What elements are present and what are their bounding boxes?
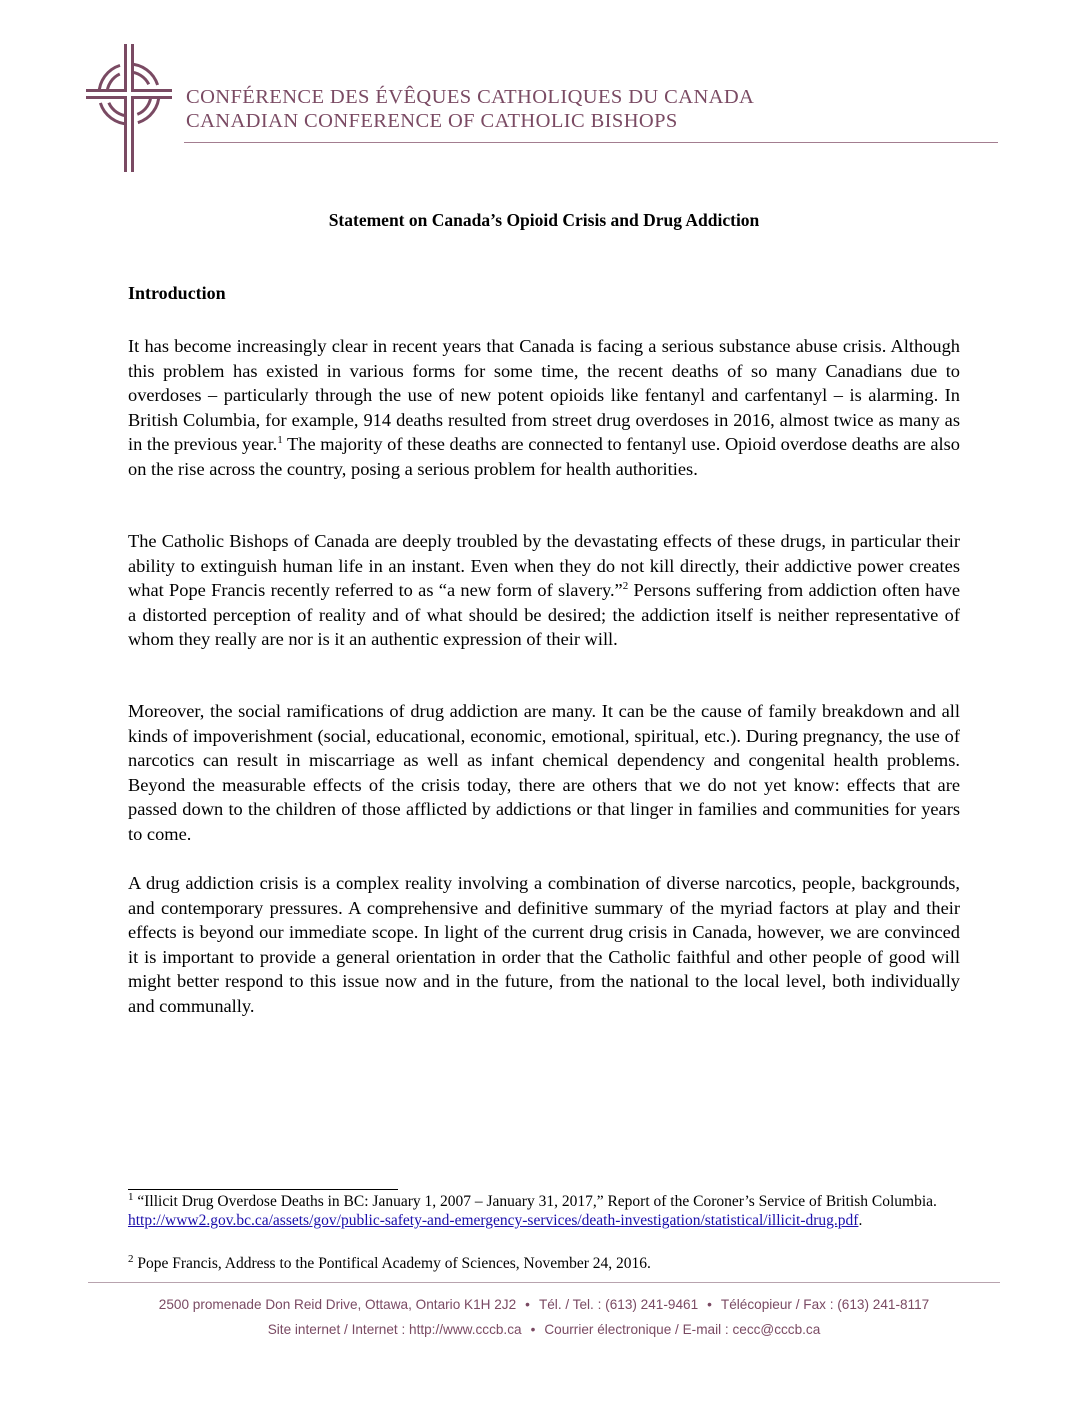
footnote-ref-2[interactable]: 2 (622, 579, 629, 592)
footnote-2 (128, 1254, 968, 1273)
paragraph-text: Persons suffering from addiction often have a distorted perception of reality and of what should be desired; the addiction itself is neither representative of whom they really are nor is it an authentic expression of their will. (128, 580, 960, 649)
bullet-separator: • (525, 1297, 530, 1312)
footer-web-line (0, 1322, 1088, 1337)
footnote-number: 1 (128, 1190, 134, 1203)
footnote-ref-1[interactable]: 1 (277, 433, 283, 446)
org-name-french: CONFÉRENCE DES ÉVÊQUES CATHOLIQUES DU CANADA (186, 86, 755, 108)
paragraph-3: Moreover, the social ramifications of drug addiction are many. It can be the cause of family breakdown and all kinds of impoverishment (social, educational, economic, emotional, spiritual, etc.). During pregnancy, the use of narcotics can result in miscarriage as well as infant chemical dependency and congenital health problems. Beyond the measurable effects of the crisis today, there are others that we do not yet know: effects that are passed down to the children of those afflicted by addictions or that linger in families and communities for years to come. (128, 701, 960, 844)
org-name-english: CANADIAN CONFERENCE OF CATHOLIC BISHOPS (186, 110, 678, 132)
footer-phone: Tél. / Tel. : (613) 241-9461 (538, 1297, 699, 1312)
bullet-separator: • (707, 1297, 712, 1312)
footnote-link[interactable]: http://www2.gov.bc.ca/assets/gov/public-safety-and-emergency-services/death-investigation/statistical/illicit-drug.pdf (128, 1212, 859, 1229)
header-divider (184, 142, 998, 143)
footnote-text: “Illicit Drug Overdose Deaths in BC: January 1, 2007 – January 31, 2017,” Report of the Coroner’s Service of British Columbia. (133, 1193, 937, 1210)
footnote-text: Pope Francis, Address to the Pontifical Academy of Sciences, November 24, 2016. (133, 1255, 651, 1272)
paragraph-text: The Catholic Bishops of Canada are deeply troubled by the devastating effects of these drugs, in particular their ability to extinguish human life in an instant. Even when they do not kill directly, their addictive power creates what Pope Francis recently referred to as “a new form of slavery.” (128, 531, 960, 600)
footnote-1 (128, 1192, 968, 1230)
footer-fax: Télécopieur / Fax : (613) 241-8117 (720, 1297, 930, 1312)
footer-contact-line (0, 1297, 1088, 1312)
paragraph-text: It has become increasingly clear in recent years that Canada is facing a serious substance abuse crisis. Although this problem has existed in various forms for some time, the recent deaths of so many Canadians due to overdoses – particularly through the use of new potent opioids like fentanyl and carfentanyl – is alarming. In British Columbia, for example, 914 deaths resulted from street drug overdoses in 2016, almost twice as many as in the previous year. (128, 336, 960, 454)
cccb-cross-logo-icon (86, 44, 172, 172)
footer-email[interactable]: Courrier électronique / E-mail : cecc@cccb.ca (544, 1322, 821, 1337)
footnote-number: 2 (128, 1252, 134, 1265)
footnote-separator (128, 1189, 398, 1190)
paragraph-text: The majority of these deaths are connected to fentanyl use. Opioid overdose deaths are also on the rise across the country, posing a serious problem for health authorities. (128, 434, 960, 479)
footnote-punctuation: . (858, 1212, 863, 1229)
paragraph-4: A drug addiction crisis is a complex reality involving a combination of diverse narcotics, people, backgrounds, and contemporary pressures. A comprehensive and definitive summary of the myriad factors at play and their effects is beyond our immediate scope. In light of the current drug crisis in Canada, however, we are convinced it is important to provide a general orientation in order that the Catholic faithful and other people of good will might better respond to this issue now and in the future, from the national to the local level, both individually and communally. (128, 873, 960, 1016)
paragraph-2 (128, 529, 960, 652)
footer-divider (88, 1282, 1000, 1283)
section-heading-introduction: Introduction (128, 283, 226, 303)
document-title: Statement on Canada’s Opioid Crisis and Drug Addiction (328, 210, 760, 230)
footer-address: 2500 promenade Don Reid Drive, Ottawa, Ontario K1H 2J2 (158, 1297, 517, 1312)
paragraph-1 (128, 334, 960, 481)
bullet-separator: • (530, 1322, 536, 1337)
footer-website[interactable]: Site internet / Internet : http://www.cccb.ca (267, 1322, 522, 1337)
